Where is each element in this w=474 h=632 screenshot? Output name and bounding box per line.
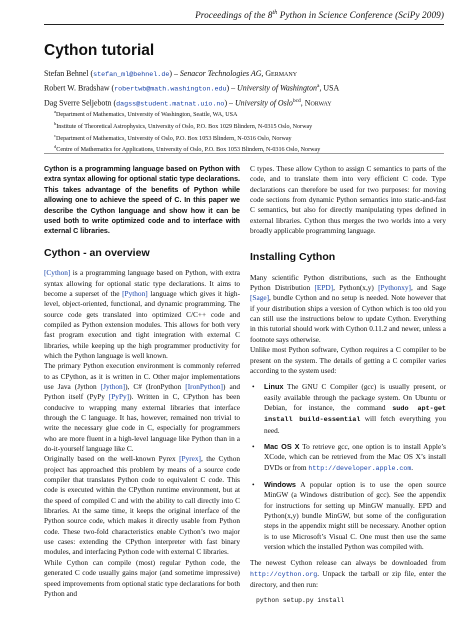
url-link[interactable]: http://cython.org xyxy=(250,570,318,578)
citation-link[interactable]: [Pyrex] xyxy=(179,454,201,464)
running-head: Proceedings of the 8th Python in Science Conference (SciPy 2009) xyxy=(195,10,444,21)
author-line: Robert W. Bradshaw (robertwb@math.washington.edu) – University of Washington$^a$, USA xyxy=(44,83,340,94)
author-email[interactable]: dagss@student.matnat.uio.no xyxy=(116,100,225,109)
paper-title: Cython tutorial xyxy=(44,42,155,59)
compiler-list xyxy=(250,382,446,552)
citation-link[interactable]: [Sage] xyxy=(250,293,270,303)
citation-link[interactable]: [EPD] xyxy=(314,283,334,293)
affiliation: $^d$Centre of Mathematics for Applications, University of Oslo, P.O. Box 1053 Blindern, N-0316 Oslo, Norway xyxy=(54,144,321,154)
paragraph: C types. These allow Cython to assign C semantics to parts of the code, and to translate them into very efficient C code. Type declarations can therefore be used for two purposes: for moving code sections from dynamic Python semantics into static-and-fast C semantics, but also for directly manipulating types defined in external libraries. Cython thus merges the two worlds into a very broadly applicable programming language. xyxy=(250,164,446,236)
url-link[interactable]: http://developer.apple.com xyxy=(308,464,412,472)
list-item: • Linux The GNU C Compiler (gcc) is usually present, or easily available through the package system. On Ubuntu or Debian, for instance, the command sudo apt-get install build-essential will fetch everything you need. xyxy=(252,382,446,435)
section-heading-overview: Cython - an overview xyxy=(44,246,150,259)
left-column xyxy=(44,164,240,599)
paragraph: [Cython] is a programming language based on Python, with extra syntax allowing for optional static type declarations. It aims to become a superset of the [Python] language which gives it high-level, object-oriented, functional, and dynamic programming. The source code gets translated into optimized C/C++ code and compiled as Python extension modules. This allows for both very fast program execution and tight integration with external C libraries, while keeping up the high programmer productivity for which the Python language is well known. xyxy=(44,268,240,360)
author-line: Stefan Behnel (stefan_ml@behnel.de) – Senacor Technologies AG, Germany xyxy=(44,69,298,79)
code-block: python setup.py install xyxy=(256,597,345,605)
affiliation: $^a$Department of Mathematics, University of Washington, Seattle, WA, USA xyxy=(54,109,238,119)
paragraph: Many scientific Python distributions, such as the Enthought Python Distribution [EPD], Python(x,y) [Pythonxy], and Sage [Sage], bundle Cython and no setup is needed. Note however that if your distribution ships a version of Cython which is too old you can still use the instructions below to update Cython. Everything in this tutorial should work with Cython 0.11.2 and newer, unless a footnote says otherwise. xyxy=(250,272,446,344)
bullet-icon: • xyxy=(252,382,255,392)
section-heading-installing: Installing Cython xyxy=(250,251,336,264)
affiliation: $^c$Department of Mathematics, University of Oslo, P.O. Box 1053 Blindern, N-0316 Oslo, Norway xyxy=(54,132,292,142)
citation-link[interactable]: [IronPython] xyxy=(185,381,223,391)
author-email[interactable]: stefan_ml@behnel.de xyxy=(93,71,170,79)
list-item: • Mac OS X To retrieve gcc, one option is to install Apple’s XCode, which can be retrieved from the Mac OS X’s install DVDs or from http://developer.apple.com. xyxy=(252,441,446,472)
affiliation: $^b$Institute of Theoretical Astrophysics, University of Oslo, P.O. Box 1029 Blindern, N-0315 Oslo, Norway xyxy=(54,120,313,130)
divider xyxy=(44,153,444,154)
abstract: Cython is a programming language based on Python with extra syntax allowing for optional static type declarations. This takes advantage of the benefits of Python while allowing one to achieve the speed of C. In this paper we describe the Cython language and show how it can be used both to write optimized code and to interface with external C libraries. xyxy=(44,165,240,236)
author-email[interactable]: robertwb@math.washington.edu xyxy=(114,85,227,94)
affiliation-list xyxy=(54,108,444,155)
citation-link[interactable]: [Pythonxy] xyxy=(378,283,411,293)
bullet-icon: • xyxy=(252,479,255,489)
author-list xyxy=(44,68,444,110)
header-rule xyxy=(44,24,444,25)
paragraph: Unlike most Python software, Cython requires a C compiler to be present on the system. The details of getting a C compiler varies according to the system used: xyxy=(250,345,446,375)
citation-link[interactable]: [PyPy] xyxy=(108,392,130,402)
citation-link[interactable]: [Jython] xyxy=(100,381,126,391)
right-column xyxy=(250,164,446,607)
paragraph: The newest Cython release can always be downloaded from http://cython.org. Unpack the tarball or zip file, enter the directory, and then run: xyxy=(250,558,446,590)
citation-link[interactable]: [Python] xyxy=(122,288,148,298)
inline-code: sudo apt-get install build-essential xyxy=(264,404,446,425)
citation-link[interactable]: [Cython] xyxy=(44,268,71,278)
author-line: Dag Sverre Seljebotn (dagss@student.matnat.uio.no) – University of Oslo$^{bcd}$, Norway xyxy=(44,97,332,109)
paragraph: While Cython can compile (most) regular Python code, the generated C code usually gains major (and sometime impressive) speed improvements from optional static type declarations for both Python and xyxy=(44,557,240,598)
bullet-icon: • xyxy=(252,441,255,451)
paragraph: The primary Python execution environment is commonly referred to as CPython, as it is written in C. Other major implementations use Java (Jython [Jython]), C# (IronPython [IronPython]) and Python itself (PyPy [PyPy]). Written in C, CPython has been conducive to wrapping many external libraries that interface through the C language. It has, however, remained non trivial to write the necessary glue code in C, especially for programmers who are more fluent in a high-level language like Python than in a do-it-yourself language like C. xyxy=(44,361,241,454)
list-item: • Windows A popular option is to use the open source MinGW (a Windows distribution of gcc). See the appendix for instructions for setting up MinGW manually. EPD and Python(x,y) bundle MinGW, but some of the configuration steps in the appendix might still be necessary. Another option is to use Microsoft’s Visual C. One must then use the same version which the installed Python was compiled with. xyxy=(252,479,446,551)
paragraph: Originally based on the well-known Pyrex [Pyrex], the Cython project has approached this problem by means of a source code compiler that translates Python code to equivalent C code. This code is executed within the CPython runtime environment, but at the speed of compiled C and with the ability to call directly into C libraries. At the same time, it keeps the original interface of the Python source code, which makes it directly usable from Python code. These two-fold characteristics enable Cython’s two major use cases: extending the CPython interpreter with fast binary modules, and interfacing Python code with external C libraries. xyxy=(44,454,240,557)
